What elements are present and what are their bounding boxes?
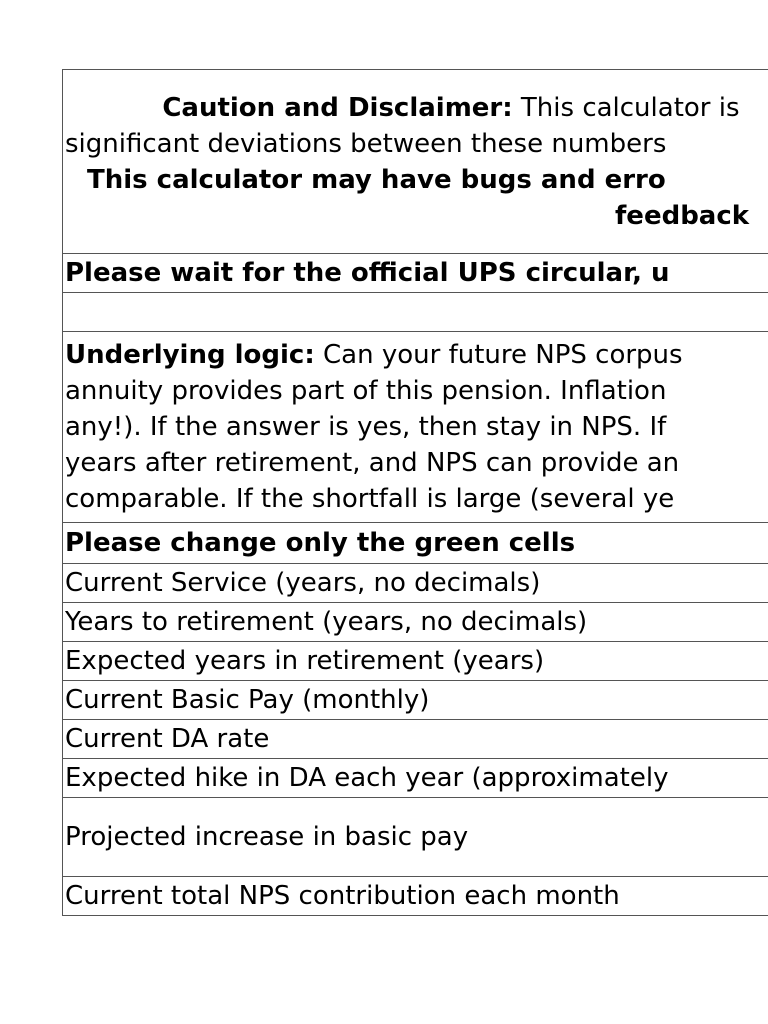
disclaimer-heading: Caution and Disclaimer: [162, 92, 513, 123]
input-label-years-in-retirement[interactable]: Expected years in retirement (years) [63, 642, 768, 681]
disclaimer-row [63, 70, 768, 254]
input-label-da-hike[interactable]: Expected hike in DA each year (approximately [63, 759, 768, 798]
disclaimer-bugs-warning: This calculator may have bugs and erro [87, 164, 666, 195]
logic-line-4: years after retirement, and NPS can provide an [65, 448, 680, 478]
logic-line-2: annuity provides part of this pension. Inflation [65, 376, 667, 406]
input-label-basic-pay[interactable]: Current Basic Pay (monthly) [63, 681, 768, 720]
input-label-years-to-retirement[interactable]: Years to retirement (years, no decimals) [63, 603, 768, 642]
input-row-da-rate [63, 720, 768, 759]
logic-text-1: Can your future NPS corpus [314, 340, 683, 370]
green-note-cell[interactable]: Please change only the green cells [63, 523, 768, 564]
logic-row [63, 332, 768, 523]
input-row-years-in-retirement [63, 642, 768, 681]
disclaimer-line-2: significant deviations between these numbers [65, 128, 667, 159]
input-row-nps-contribution [63, 877, 768, 916]
input-row-years-to-retirement [63, 603, 768, 642]
wait-notice-row [63, 254, 768, 293]
logic-heading: Underlying logic: [65, 340, 315, 370]
calculator-table [62, 69, 768, 916]
input-label-basic-pay-increase[interactable]: Projected increase in basic pay [63, 798, 768, 877]
disclaimer-line-4 [65, 198, 768, 234]
input-row-da-hike [63, 759, 768, 798]
spreadsheet [62, 69, 768, 916]
disclaimer-line-1 [65, 90, 768, 126]
input-label-current-service[interactable]: Current Service (years, no decimals) [63, 564, 768, 603]
input-row-basic-pay-increase [63, 798, 768, 877]
blank-row [63, 293, 768, 332]
logic-line-3: any!). If the answer is yes, then stay in NPS. If [65, 412, 667, 442]
logic-line-1 [65, 337, 768, 373]
green-note-row [63, 523, 768, 564]
logic-line-5: comparable. If the shortfall is large (several ye [65, 484, 675, 514]
disclaimer-cell[interactable] [63, 70, 768, 254]
input-label-da-rate[interactable]: Current DA rate [63, 720, 768, 759]
disclaimer-line-3 [65, 162, 768, 198]
disclaimer-feedback: feedback [615, 200, 750, 231]
input-row-current-service [63, 564, 768, 603]
wait-notice-cell[interactable]: Please wait for the official UPS circular, u [63, 254, 768, 293]
logic-cell[interactable] [63, 332, 768, 523]
input-row-basic-pay [63, 681, 768, 720]
disclaimer-text-1: This calculator is [512, 92, 740, 123]
blank-cell[interactable] [63, 293, 768, 332]
input-label-nps-contribution[interactable]: Current total NPS contribution each month [63, 877, 768, 916]
